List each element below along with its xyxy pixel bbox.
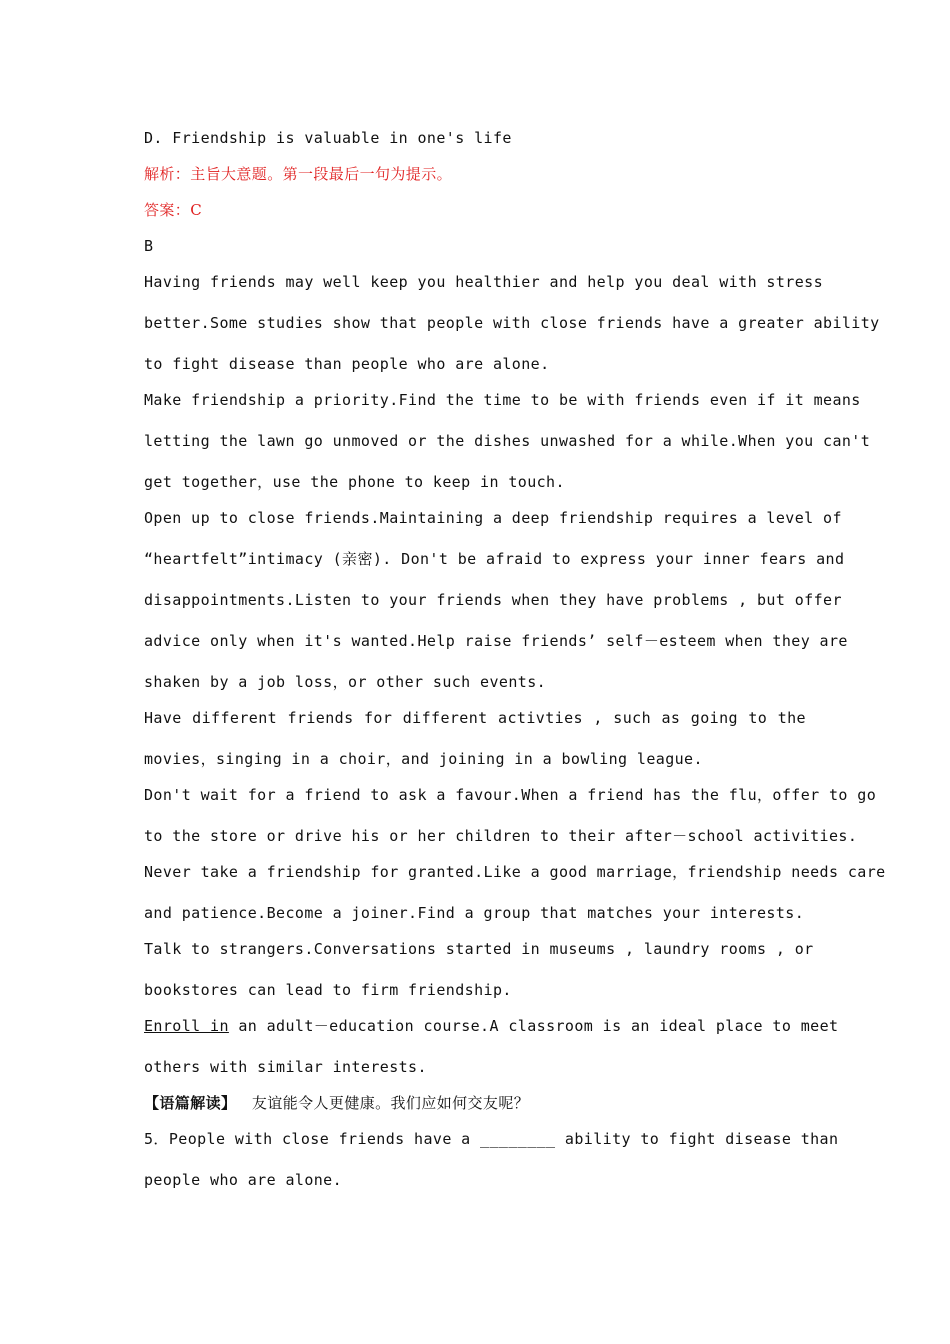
reading-note-text: 友谊能令人更健康。我们应如何交友呢？ [251,1094,530,1112]
paragraph-line: Having friends may well keep you healthier and help you deal with stress [144,273,824,291]
paragraph-line: and patience.Become a joiner.Find a group that matches your interests. [144,904,805,922]
paragraph-line: advice only when it's wanted.Help raise friends’ self－esteem when they are [144,632,848,650]
document-page [144,120,886,1198]
paragraph-line: others with similar interests. [144,1058,427,1076]
paragraph-line: letting the lawn go unmoved or the dishes unwashed for a while.When you can't [144,432,871,450]
section-label: B [144,237,154,255]
paragraph-line: “heartfelt”intimacy (亲密). Don't be afraid to express your inner fears and [144,550,845,568]
paragraph-5 [144,777,877,854]
paragraph-line: shaken by a job loss，or other such events. [144,673,547,691]
analysis-note: 解析：主旨大意题。第一段最后一句为提示。 [144,165,453,183]
paragraph-line-rest: an adult－education course.A classroom is an ideal place to meet [228,1017,839,1035]
question-5 [144,1121,839,1198]
option-d: D. Friendship is valuable in one's life [144,129,512,147]
paragraph-8 [144,1008,839,1085]
paragraph-line [144,1008,839,1049]
paragraph-line: bookstores can lead to firm friendship. [144,981,512,999]
reading-note-label: 【语篇解读】 [144,1094,237,1112]
paragraph-line: better.Some studies show that people with close friends have a greater ability [144,314,880,332]
reading-note [144,1085,806,1121]
paragraph-line: disappointments.Listen to your friends when they have problems , but offer [144,591,842,609]
paragraph-7 [144,931,814,1008]
paragraph-line: to fight disease than people who are alone. [144,355,550,373]
paragraph-line: Talk to strangers.Conversations started in museums , laundry rooms , or [144,940,814,958]
paragraph-line: to the store or drive his or her children to their after－school activities. [144,827,858,845]
paragraph-6 [144,854,886,931]
paragraph-1 [144,264,880,382]
paragraph-line: Never take a friendship for granted.Like a good marriage，friendship needs care [144,863,886,881]
paragraph-line: Open up to close friends.Maintaining a deep friendship requires a level of [144,509,842,527]
paragraph-3 [144,500,848,700]
paragraph-4 [144,700,806,777]
paragraph-line: get together，use the phone to keep in touch. [144,473,565,491]
answer-note: 答案：C [144,201,203,219]
question-line: 5．People with close friends have a ________ ability to fight disease than [144,1130,839,1148]
paragraph-2 [144,382,871,500]
paragraph-line: Make friendship a priority.Find the time to be with friends even if it means [144,391,861,409]
paragraph-line: movies，singing in a choir，and joining in a bowling league. [144,750,703,768]
paragraph-line: Have different friends for different activties , such as going to the [144,709,806,727]
question-line: people who are alone. [144,1171,343,1189]
underlined-phrase: Enroll in [144,1017,229,1035]
paragraph-line: Don't wait for a friend to ask a favour.When a friend has the flu，offer to go [144,786,877,804]
